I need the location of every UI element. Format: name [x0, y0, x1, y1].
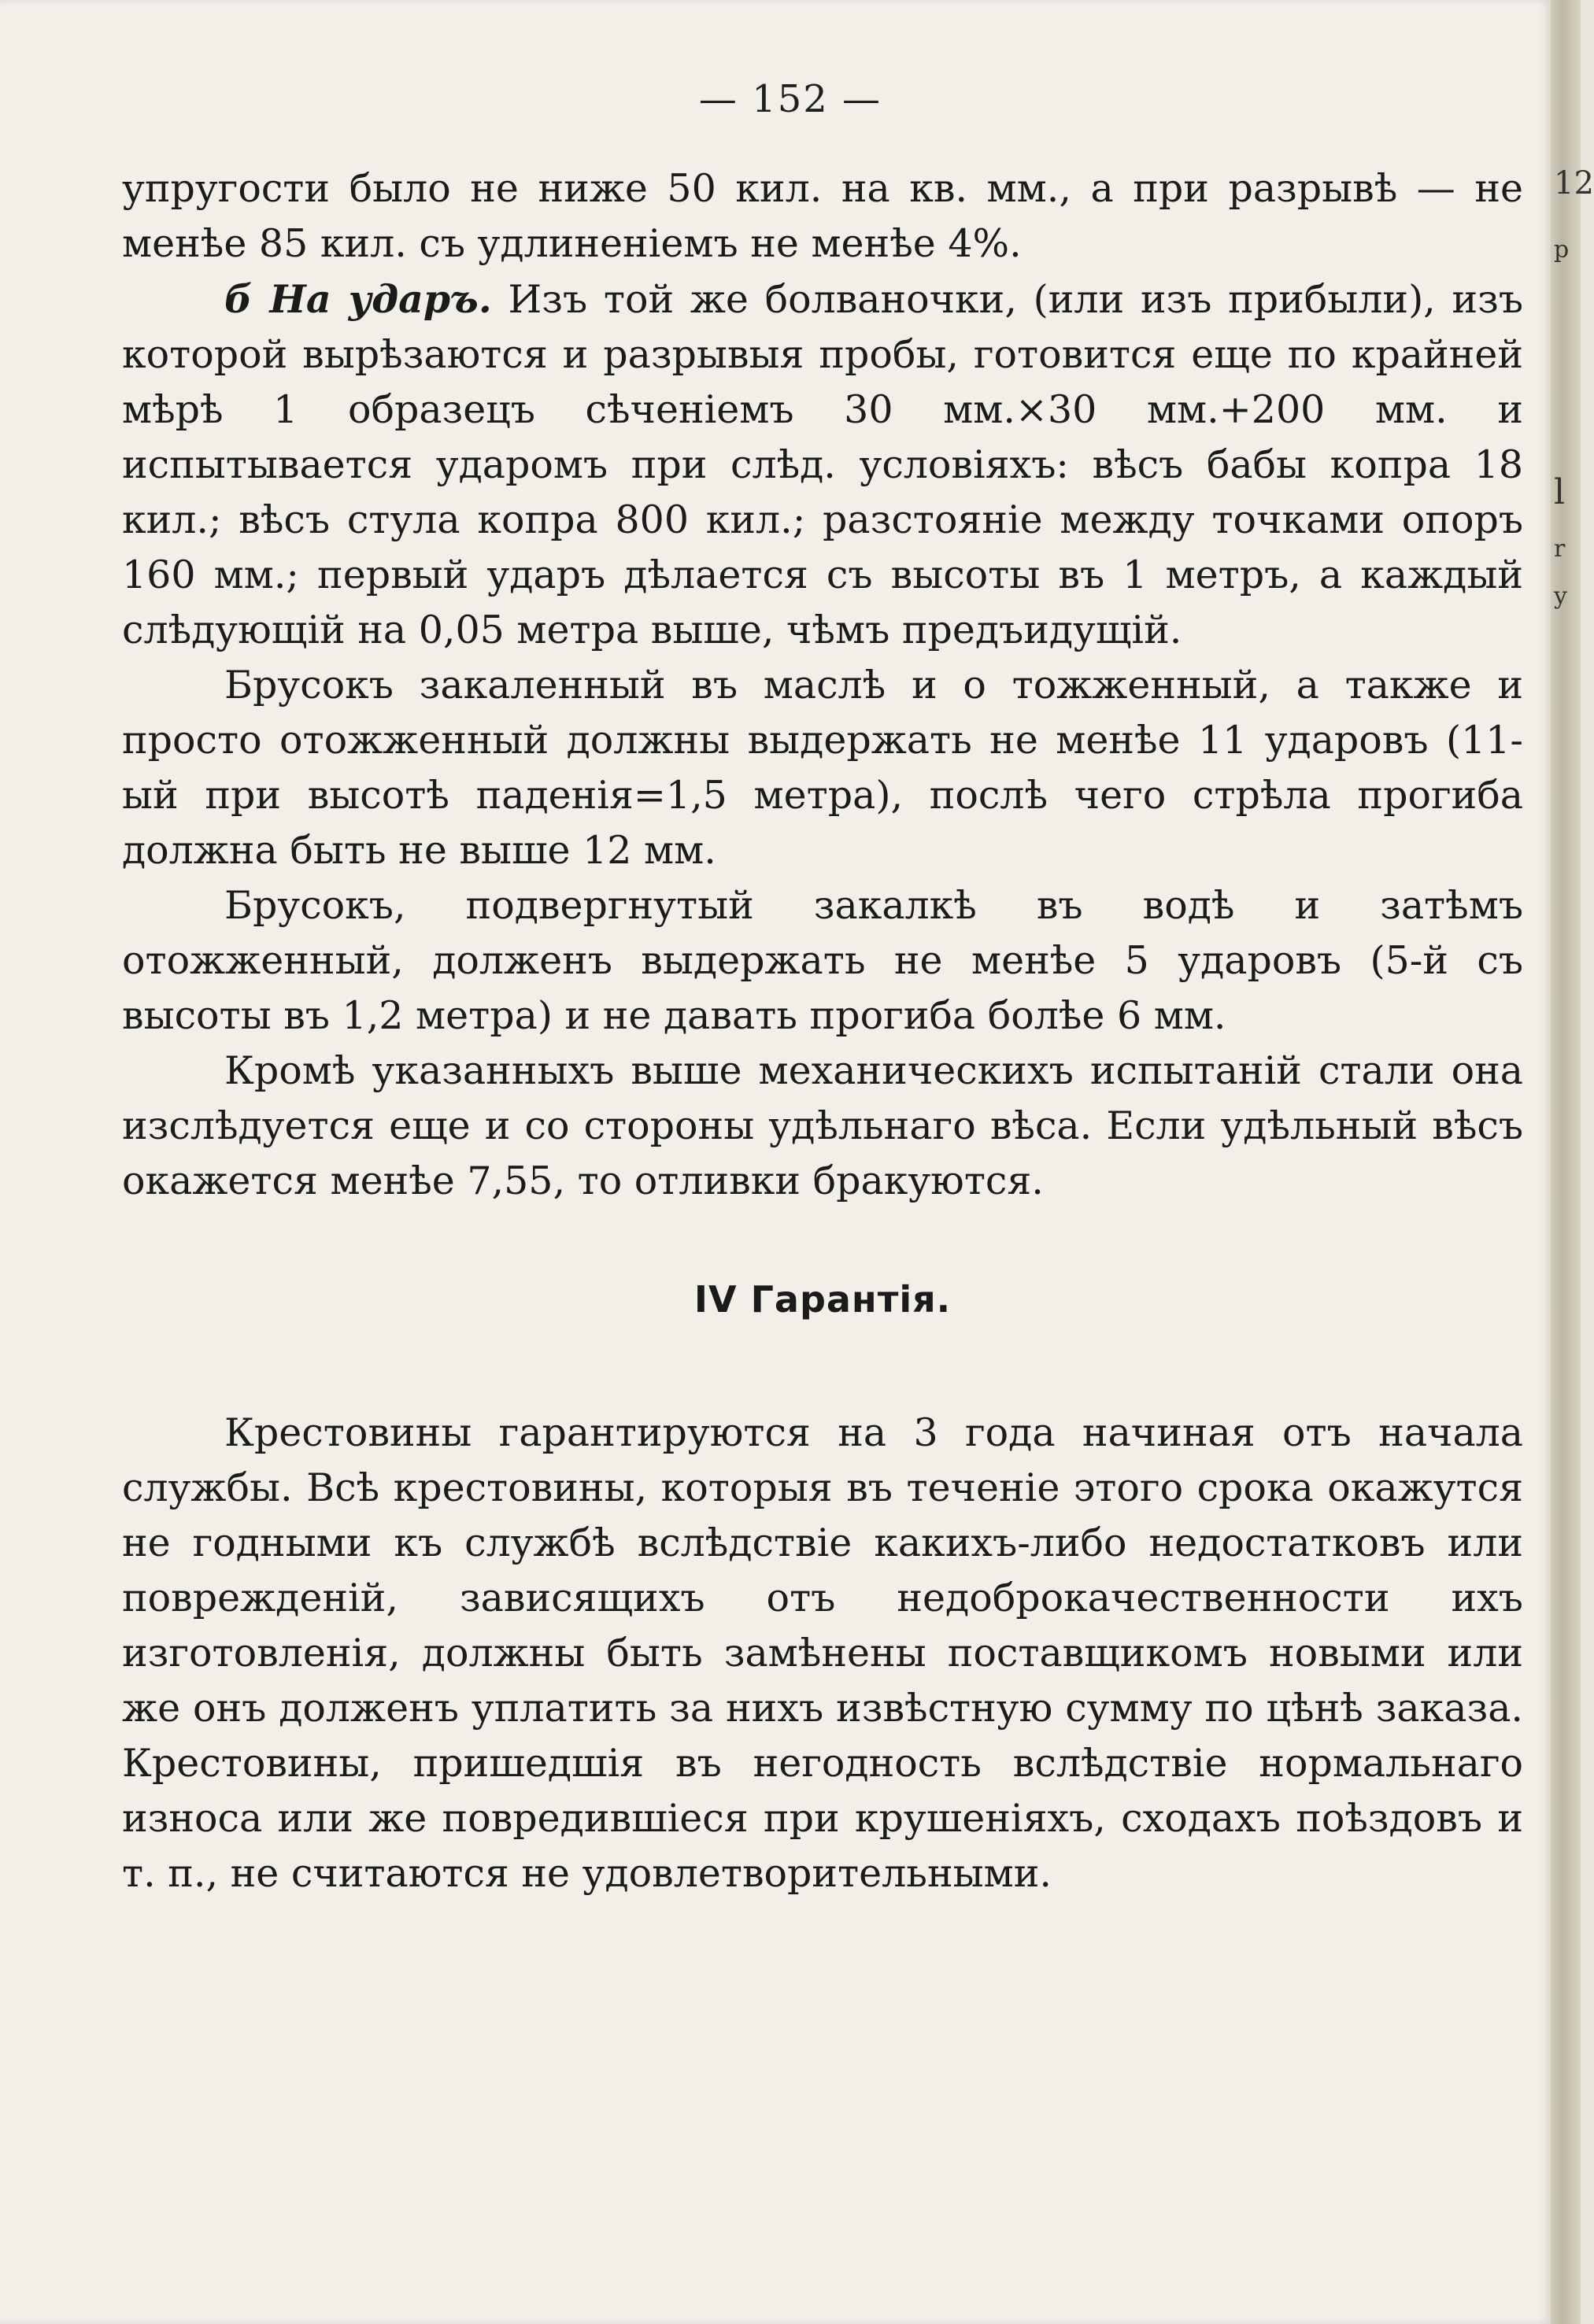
- paragraph-guarantee: Крестовины гарантируются на 3 года начиная отъ начала службы. Всѣ крестовины, которыя въ теченіе этого срока окажутся не годными къ службѣ вслѣдствіе какихъ-либо недостатковъ или поврежденій, зависящихъ отъ недоброкачественности ихъ изготовленія, должны быть замѣнены поставщикомъ новыми или же онъ долженъ уплатить за нихъ извѣстную сумму по цѣнѣ заказа. Крестовины, пришедшія въ негодность вслѣдствіе нормальнаго износа или же повредившіеся при крушеніяхъ, сходахъ поѣздовъ и т. п., не считаются не удовлетворительными.: [122, 1410, 1523, 1896]
- paragraph-impact-test: [122, 272, 1523, 658]
- paragraph-oil-hardened-bar: Брусокъ закаленный въ маслѣ и о тожженный, а также и просто отожженный должны выдержать не менѣе 11 ударовъ (11-ый при высотѣ паденія=1,5 метра), послѣ чего стрѣла прогиба должна быть не выше 12 мм.: [122, 663, 1523, 873]
- page-number: — 152 —: [698, 77, 882, 121]
- edge-mark: p: [1554, 236, 1570, 264]
- edge-mark: r: [1554, 535, 1566, 563]
- section-title-guarantee: IV Гарантія.: [693, 1278, 952, 1321]
- edge-mark: y: [1554, 582, 1567, 610]
- paragraph-water-hardened-bar: Брусокъ, подвергнутый закалкѣ въ водѣ и затѣмъ отожженный, долженъ выдержать не менѣе 5 ударовъ (5-й съ высоты въ 1,2 метра) и не давать прогиба болѣе 6 мм.: [122, 883, 1523, 1038]
- impact-test-text: Изъ той же болваночки, (или изъ прибыли), изъ которой вырѣзаются и разрывыя пробы, готовится еще по крайней мѣрѣ 1 образецъ сѣченіемъ 30 мм.×30 мм.+200 мм. и испытывается ударомъ при слѣд. условіяхъ: вѣсъ бабы копра 18 кил.; вѣсъ стула копра 800 кил.; разстояніе между точками опоръ 160 мм.; первый ударъ дѣлается съ высоты въ 1 метръ, а каждый слѣдующій на 0,05 метра выше, чѣмъ предъидущій.: [122, 277, 1523, 652]
- edge-mark: l: [1554, 472, 1566, 512]
- paragraph-specific-gravity: Кромѣ указанныхъ выше механическихъ испытаній стали она изслѣдуется еще и со стороны удѣльнаго вѣса. Если удѣльный вѣсъ окажется менѣе 7,55, то отливки бракуются.: [122, 1048, 1523, 1203]
- paragraph-strength: упругости было не ниже 50 кил. на кв. мм., а при разрывѣ — не менѣе 85 кил. съ удлиненіемъ не менѣе 4%.: [122, 166, 1523, 266]
- impact-test-heading: б На ударъ.: [224, 276, 492, 322]
- edge-mark: 12: [1554, 165, 1594, 201]
- page-body: [122, 161, 1523, 1901]
- adjacent-page-edge: [1551, 0, 1594, 2324]
